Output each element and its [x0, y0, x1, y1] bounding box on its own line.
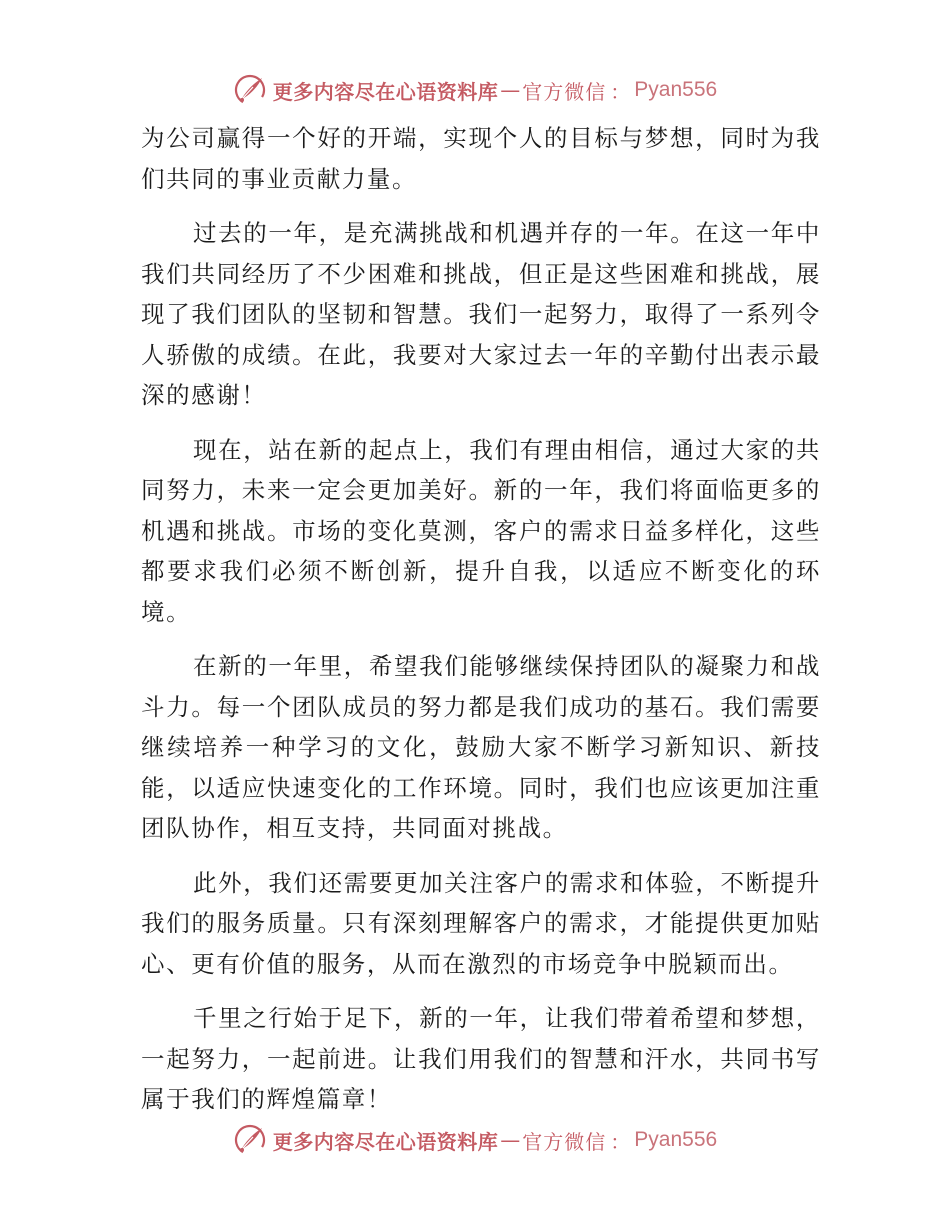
paragraph-4: 在新的一年里，希望我们能够继续保持团队的凝聚力和战斗力。每一个团队成员的努力都是我们成功的基石。我们需要继续培养一种学习的文化，鼓励大家不断学习新知识、新技能，以适应快速变化的工作环境。同时，我们也应该更加注重团队协作，相互支持，共同面对挑战。 [141, 652, 821, 842]
paragraph-3: 现在，站在新的起点上，我们有理由相信，通过大家的共同努力，未来一定会更加美好。新的一年，我们将面临更多的机遇和挑战。市场的变化莫测，客户的需求日益多样化，这些都要求我们必须不断创新，提升自我，以适应不断变化的环境。 [141, 435, 821, 626]
banner-wechat-label: 官方微信 [522, 1129, 607, 1154]
footer-watermark-banner [0, 1120, 950, 1160]
quill-logo-icon [233, 73, 267, 107]
banner-dash: — [500, 78, 521, 102]
banner-wechat-label: 官方微信 [522, 79, 607, 104]
header-watermark-banner [0, 70, 950, 110]
banner-account: Pyan556 [634, 1128, 718, 1151]
quill-logo-icon [233, 1123, 267, 1157]
body-text [141, 118, 821, 1134]
banner-title: 更多内容尽在心语资料库 [272, 1129, 499, 1154]
paragraph-2: 过去的一年，是充满挑战和机遇并存的一年。在这一年中我们共同经历了不少困难和挑战，但正是这些困难和挑战，展现了我们团队的坚韧和智慧。我们一起努力，取得了一系列令人骄傲的成绩。在此，我要对大家过去一年的辛勤付出表示最深的感谢！ [141, 219, 821, 409]
paragraph-5: 此外，我们还需要更加关注客户的需求和体验，不断提升我们的服务质量。只有深刻理解客户的需求，才能提供更加贴心、更有价值的服务，从而在激烈的市场竞争中脱颖而出。 [141, 868, 821, 978]
banner-title: 更多内容尽在心语资料库 [272, 79, 499, 104]
banner-colon: ： [610, 1129, 631, 1154]
banner-account: Pyan556 [634, 78, 718, 101]
paragraph-6: 千里之行始于足下，新的一年，让我们带着希望和梦想，一起努力，一起前进。让我们用我们的智慧和汗水，共同书写属于我们的辉煌篇章！ [141, 1004, 821, 1113]
banner-colon: ： [610, 79, 631, 104]
banner-dash: — [500, 1128, 521, 1152]
paragraph-1: 为公司赢得一个好的开端，实现个人的目标与梦想，同时为我们共同的事业贡献力量。 [141, 124, 821, 193]
